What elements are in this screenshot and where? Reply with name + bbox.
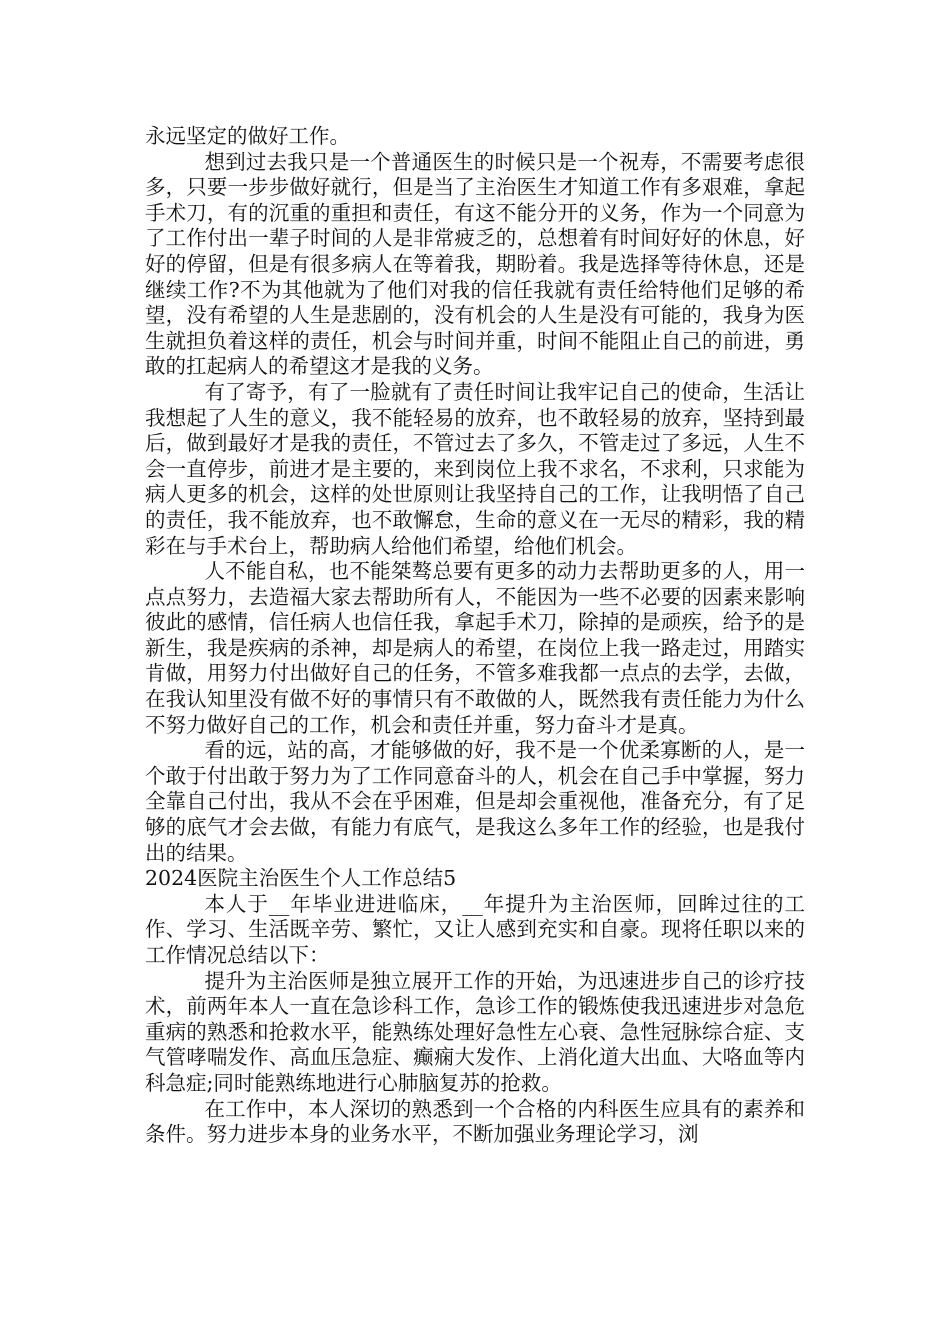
document-page: [145, 124, 805, 1148]
paragraph: 人不能自私，也不能桀骜总要有更多的动力去帮助更多的人，用一点点努力，去造福大家去帮助所有人，不能因为一些不必要的因素来影响彼此的感情，信任病人也信任我，拿起手术刀，除掉的是顽疾，给予的是新生，我是疾病的杀神，却是病人的希望，在岗位上我一路走过，用踏实肯做，用努力付出做好自己的任务，不管多难我都一点点的去学，去做，在我认知里没有做不好的事情只有不敢做的人，既然我有责任能力为什么不努力做好自己的工作，机会和责任并重，努力奋斗才是真。: [145, 559, 805, 737]
paragraph: 看的远，站的高，才能够做的好，我不是一个优柔寡断的人，是一个敢于付出敢于努力为了工作同意奋斗的人，机会在自己手中掌握，努力全靠自己付出，我从不会在乎困难，但是却会重视他，准备充分，有了足够的底气才会去做，有能力有底气，是我这么多年工作的经验，也是我付出的结果。: [145, 738, 805, 865]
paragraph: 本人于__年毕业进进临床，__年提升为主治医师，回眸过往的工作、学习、生活既辛劳、繁忙，又让人感到充实和自豪。现将任职以来的工作情况总结以下：: [145, 891, 805, 967]
paragraph: 想到过去我只是一个普通医生的时候只是一个祝寿，不需要考虑很多，只要一步步做好就行，但是当了主治医生才知道工作有多艰难，拿起手术刀，有的沉重的重担和责任，有这不能分开的义务，作为一个同意为了工作付出一辈子时间的人是非常疲乏的，总想着有时间好好的休息，好好的停留，但是有很多病人在等着我，期盼着。我是选择等待休息，还是继续工作?不为其他就为了他们对我的信任我就有责任给特他们足够的希望，没有希望的人生是悲剧的，没有机会的人生是没有可能的，我身为医生就担负着这样的责任，机会与时间并重，时间不能阻止自己的前进，勇敢的扛起病人的希望这才是我的义务。: [145, 149, 805, 379]
paragraph: 提升为主治医师是独立展开工作的开始，为迅速进步自己的诊疗技术，前两年本人一直在急诊科工作，急诊工作的锻炼使我迅速进步对急危重病的熟悉和抢救水平，能熟练处理好急性左心衰、急性冠脉综合症、支气管哮喘发作、高血压急症、癫痫大发作、上消化道大出血、大咯血等内科急症;同时能熟练地进行心肺脑复苏的抢救。: [145, 968, 805, 1095]
paragraph-continuation: 永远坚定的做好工作。: [145, 124, 350, 148]
paragraph: 有了寄予，有了一脸就有了责任时间让我牢记自己的使命，生活让我想起了人生的意义，我不能轻易的放弃，也不敢轻易的放弃，坚持到最后，做到最好才是我的责任，不管过去了多久，不管走过了多远，人生不会一直停步，前进才是主要的，来到岗位上我不求名，不求利，只求能为病人更多的机会，这样的处世原则让我坚持自己的工作，让我明悟了自己的责任，我不能放弃，也不敢懈怠，生命的意义在一无尽的精彩，我的精彩在与手术台上，帮助病人给他们希望，给他们机会。: [145, 379, 805, 558]
paragraph: 在工作中，本人深切的熟悉到一个合格的内科医生应具有的素养和条件。努力进步本身的业务水平，不断加强业务理论学习，浏: [145, 1096, 805, 1147]
section-heading: 2024医院主治医生个人工作总结5: [145, 866, 457, 891]
